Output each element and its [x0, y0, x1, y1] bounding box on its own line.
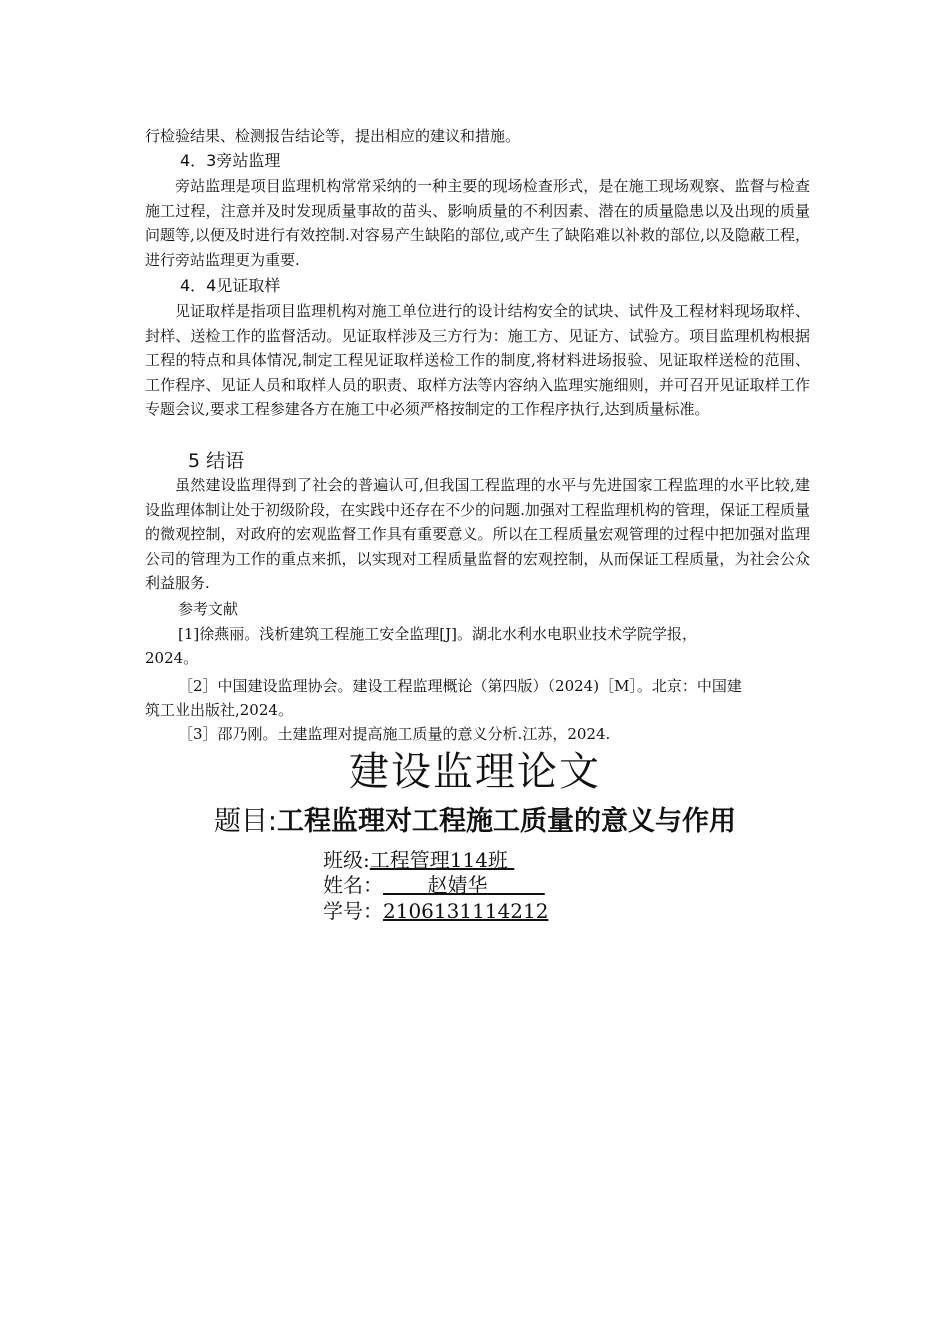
reference-1-line-1: [1]徐燕丽。浅析建筑工程施工安全监理[J]。湖北水利水电职业技术学院学报，: [178, 625, 697, 643]
section-4-3-heading: 4．3旁站监理: [180, 151, 281, 170]
continued-paragraph-line: 行检验结果、检测报告结论等，提出相应的建议和措施。: [145, 127, 521, 145]
section-4-3-paragraph: 旁站监理是项目监理机构常常采纳的一种主要的现场检查形式，是在施工现场观察、监督与检查施工过程，注意并及时发现质量事故的苗头、影响质量的不利因素、潜在的质量隐患以及出现的质量问题等,以便及时进行有效控制.对容易产生缺陷的部位,或产生了缺陷难以补救的部位,以及隐蔽工程，进行旁站监理更为重要.: [145, 177, 810, 269]
section-4-4-heading: 4．4见证取样: [180, 276, 281, 295]
reference-2-line-2: 筑工业出版社,2024。: [145, 701, 293, 719]
student-id-label: 学号：: [323, 899, 383, 923]
reference-3: ［3］邵乃刚。土建监理对提高施工质量的意义分析.江苏，2024.: [178, 725, 611, 743]
reference-1: [145, 622, 810, 670]
section-4-4-paragraph: 见证取样是指项目监理机构对施工单位进行的设计结构安全的试块、试件及工程材料现场取样、封样、送检工作的监督活动。见证取样涉及三方行为：施工方、见证方、试验方。项目监理机构根据工程的特点和具体情况,制定工程见证取样送检工作的制度,将材料进场报验、见证取样送检的范围、工作程序、见证人员和取样人员的职责、取样方法等内容纳入监理实施细则，并可召开见证取样工作专题会议,要求工程参建各方在施工中必须严格按制定的工作程序执行,达到质量标准。: [145, 302, 810, 418]
name-value: 赵婧华: [427, 873, 488, 897]
section-5-paragraph: 虽然建设监理得到了社会的普遍认可,但我国工程监理的水平与先进国家工程监理的水平比较,建设监理体制让处于初级阶段，在实践中还存在不少的问题.加强对工程监理机构的管理，保证工程质量的微观控制，对政府的宏观监督工作具有重要意义。所以在工程质量宏观管理的过程中把加强对监理公司的管理为工作的重点来抓，以实现对工程质量监督的宏观控制，从而保证工程质量，为社会公众利益服务.: [145, 476, 810, 592]
student-id-value: 2106131114212: [383, 899, 549, 923]
student-id-row: [323, 898, 548, 924]
class-value: 工程管理114班: [369, 848, 508, 872]
reference-2-line-1: ［2］中国建设监理协会。建设工程监理概论（第四版）（2024)［M］。北京：中国建: [178, 677, 742, 695]
class-label: 班级:: [323, 848, 370, 872]
name-row: [323, 872, 545, 898]
section-5-heading: 5 结语: [188, 450, 245, 472]
subtitle-prefix: 题目:: [213, 806, 278, 837]
cover-subtitle: [0, 802, 950, 842]
name-label: 姓名：: [323, 873, 383, 897]
references-heading: 参考文献: [178, 600, 239, 618]
reference-2: [145, 674, 810, 722]
reference-1-line-2: 2024。: [145, 649, 199, 667]
class-row: [323, 847, 514, 873]
subtitle-text: 工程监理对工程施工质量的意义与作用: [277, 806, 737, 837]
cover-title: 建设监理论文: [349, 749, 601, 795]
